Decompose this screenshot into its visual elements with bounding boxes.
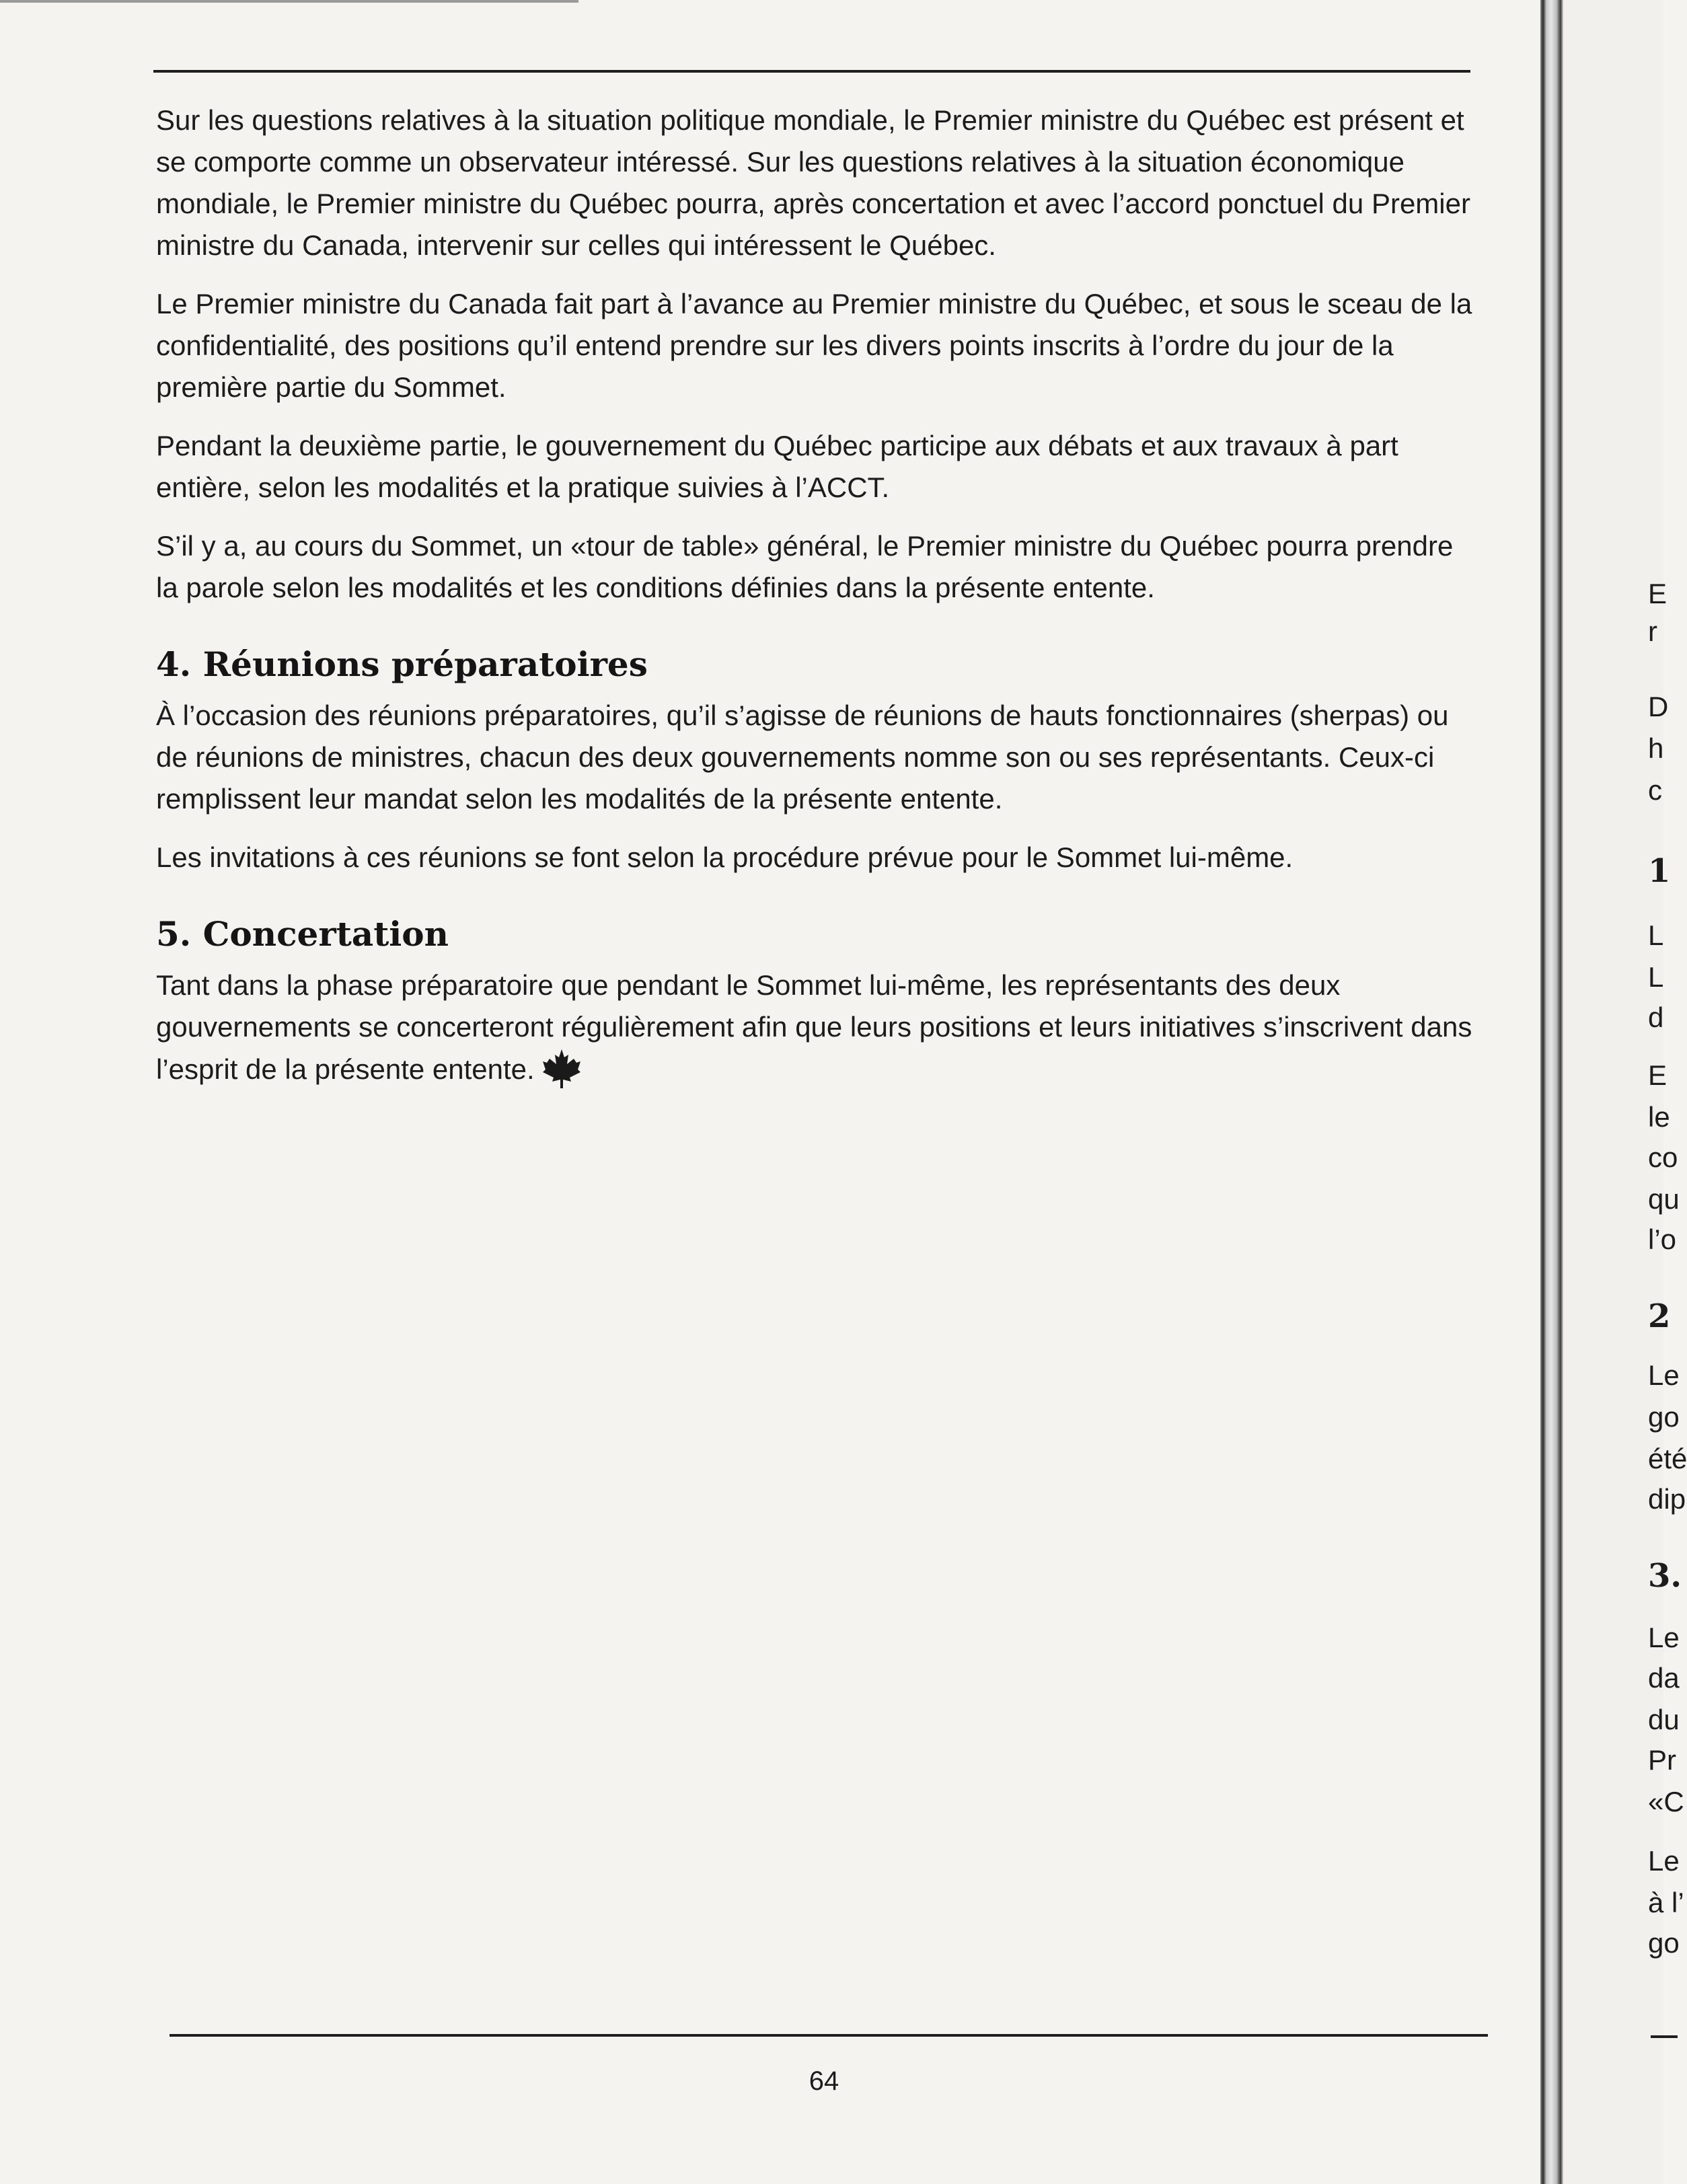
paragraph-invitations: Les invitations à ces réunions se font selon la procédure prévue pour le Sommet lui-même. [156, 841, 1294, 873]
paragraph-tour-de-table: S’il y a, au cours du Sommet, un «tour de table» général, le Premier ministre du Québec pourra prendre la parole selon les modalités et les conditions définies dans la présente entente. [156, 530, 1454, 603]
facing-fragment: «C [1648, 1786, 1684, 1817]
facing-fragment: été [1648, 1443, 1687, 1474]
facing-fragment: L [1648, 919, 1664, 951]
facing-fragment: dip [1648, 1483, 1686, 1515]
facing-page [1563, 0, 1687, 2184]
section-heading-preparatory-meetings: 4. Réunions préparatoires [156, 644, 648, 684]
header-rule [153, 70, 1470, 73]
facing-fragment: Pr [1648, 1744, 1676, 1776]
book-gutter [1540, 0, 1563, 2184]
paragraph-second-part: Pendant la deuxième partie, le gouvernement du Québec participe aux débats et aux travaux à part entière, selon les modalités et la pratique suivies à l’ACCT. [156, 430, 1398, 503]
facing-footer-rule [1651, 2035, 1678, 2038]
facing-fragment: da [1648, 1662, 1680, 1694]
paragraph-political-situation: Sur les questions relatives à la situation politique mondiale, le Premier ministre du Québec est présent et se comporte comme un observateur intéressé. Sur les questions relatives à la situation économique mondiale, le Premier ministre du Québec pourra, après concertation et avec l’accord ponctuel du Premier ministre du Canada, intervenir sur celles qui intéressent le Québec. [156, 104, 1470, 261]
facing-fragment: du [1648, 1704, 1680, 1735]
footer-rule [170, 2034, 1488, 2037]
page-body [156, 100, 1474, 1107]
facing-fragment: le [1648, 1101, 1670, 1133]
facing-fragment: 2 [1648, 1297, 1671, 1335]
facing-fragment: L [1648, 961, 1664, 993]
section-heading-concertation: 5. Concertation [156, 914, 449, 954]
facing-fragment: d [1648, 1002, 1664, 1033]
facing-fragment: go [1648, 1401, 1680, 1433]
facing-fragment: Le [1648, 1622, 1680, 1653]
paragraph-advance-positions: Le Premier ministre du Canada fait part à l’avance au Premier ministre du Québec, et sous le sceau de la confidentialité, des positions qu’il entend prendre sur les divers points inscrits à l’ordre du jour de la première partie du Sommet. [156, 288, 1472, 403]
facing-fragment: D [1648, 691, 1669, 722]
facing-fragment: co [1648, 1141, 1678, 1173]
scan-edge [0, 0, 578, 3]
facing-fragment: Le [1648, 1359, 1680, 1391]
facing-fragment: Le [1648, 1845, 1680, 1877]
facing-fragment: E [1648, 578, 1667, 609]
paragraph-preparatory-meetings: À l’occasion des réunions préparatoires, qu’il s’agisse de réunions de hauts fonctionnaires (sherpas) ou de réunions de ministres, chacun des deux gouvernements nomme son ou ses représentants. Ceux-ci remplissent leur mandat selon les modalités de la présente entente. [156, 700, 1449, 815]
paragraph-concertation [156, 965, 1474, 1090]
facing-fragment: à l’ [1648, 1887, 1684, 1918]
facing-fragment: h [1648, 732, 1664, 764]
facing-fragment: r [1648, 615, 1657, 647]
page-number: 64 [809, 2066, 839, 2096]
facing-fragment: c [1648, 774, 1662, 806]
facing-fragment: E [1648, 1059, 1667, 1091]
facing-fragment: 1 [1648, 852, 1671, 890]
paragraph-concertation-text: Tant dans la phase préparatoire que pendant le Sommet lui-même, les représentants des deux gouvernements se concerteront régulièrement afin que leurs positions et leurs initiatives s’inscrivent dans l’esprit de la présente entente. [156, 969, 1472, 1085]
facing-fragment: l’o [1648, 1223, 1677, 1255]
facing-fragment: qu [1648, 1183, 1680, 1215]
facing-fragment: 3. [1648, 1557, 1682, 1595]
facing-fragment: go [1648, 1927, 1680, 1959]
maple-leaf-icon [541, 1048, 582, 1090]
